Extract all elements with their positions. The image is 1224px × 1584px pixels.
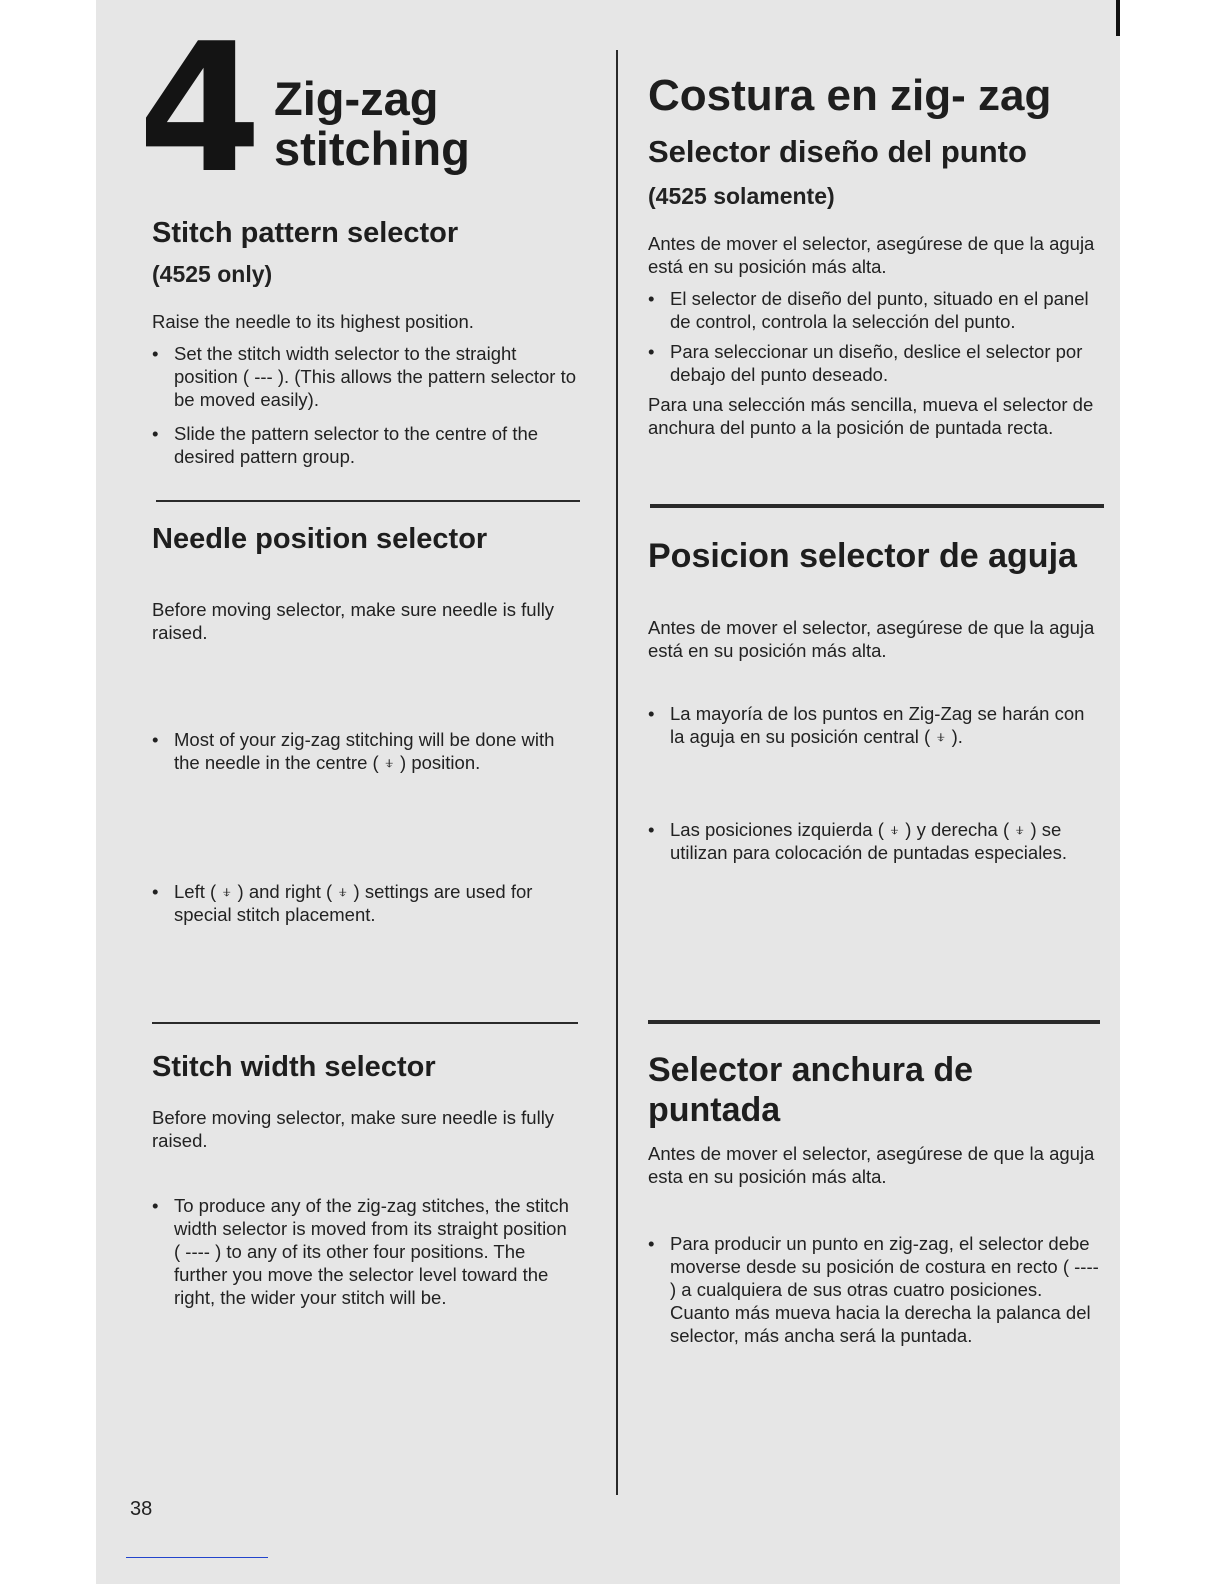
intro-text: Antes de mover el selector, asegúrese de que la aguja está en su posición más alta.: [648, 233, 1095, 277]
section-rule: [648, 1020, 1100, 1024]
bullet-item: • Most of your zig-zag stitching will be done with the needle in the centre ( ⍖ ) position.: [152, 728, 578, 774]
page-number: 38: [130, 1498, 153, 1520]
bullet-item: • Las posiciones izquierda ( ⍖ ) y derecha ( ⍖ ) se utilizan para colocación de puntadas especiales.: [648, 818, 1100, 864]
bullet-item: • Set the stitch width selector to the straight position ( --- ). (This allows the pattern selector to be moved easily).: [152, 342, 578, 411]
section-subtitle: (4525 solamente): [648, 183, 835, 209]
bullet-item: • Left ( ⍖ ) and right ( ⍖ ) settings are used for special stitch placement.: [152, 880, 578, 926]
section-stitch-width-selector: [152, 1050, 578, 1309]
bullet-item: • La mayoría de los puntos en Zig-Zag se harán con la aguja en su posición central ( ⍖ ).: [648, 702, 1100, 748]
section-title: Stitch pattern selector: [152, 217, 459, 249]
section-title: Needle position selector: [152, 523, 488, 555]
link-underline: [126, 1557, 268, 1558]
bullet-item: • Slide the pattern selector to the centre of the desired pattern group.: [152, 422, 578, 468]
section-title: Selector diseño del punto: [648, 134, 1027, 169]
section-rule: [650, 504, 1104, 508]
bullet-item: • Para producir un punto en zig-zag, el selector debe moverse desde su posición de costura en recto ( ---- ) a cualquiera de sus otras cuatro posiciones. Cuanto más mueva hacia la derecha la palanca del selector, más ancha será la puntada.: [648, 1232, 1100, 1347]
section-selector-anchura: [648, 1050, 1100, 1347]
section-needle-position-selector: [152, 522, 578, 926]
intro-text: Antes de mover el selector, asegúrese de que la aguja esta en su posición más alta.: [648, 1143, 1095, 1187]
intro-text: Before moving selector, make sure needle is fully raised.: [152, 1107, 555, 1151]
scan-edge-line: [1116, 0, 1120, 36]
section-rule: [156, 500, 580, 502]
intro-text: Before moving selector, make sure needle is fully raised.: [152, 599, 555, 643]
bullet-item: • To produce any of the zig-zag stitches, the stitch width selector is moved from its straight position ( ---- ) to any of its other four positions. The further you move the selector level toward the right, the wider your stitch will be.: [152, 1194, 578, 1309]
bullet-item: • Para seleccionar un diseño, deslice el selector por debajo del punto deseado.: [648, 340, 1100, 386]
chapter-title: [274, 74, 470, 174]
note-text: Para una selección más sencilla, mueva el selector de anchura del punto a la posición de puntada recta.: [648, 394, 1094, 438]
section-rule: [152, 1022, 578, 1024]
intro-text: Antes de mover el selector, asegúrese de que la aguja está en su posición más alta.: [648, 617, 1095, 661]
chapter-title-line1: Zig-zag: [274, 72, 439, 125]
section-posicion-selector-aguja: [648, 536, 1100, 864]
bullet-item: • El selector de diseño del punto, situado en el panel de control, controla la selección del punto.: [648, 287, 1100, 333]
section-selector-diseno: [648, 132, 1100, 439]
section-stitch-pattern-selector: [152, 216, 578, 468]
section-subtitle: (4525 only): [152, 261, 273, 287]
intro-text: Raise the needle to its highest position.: [152, 311, 474, 332]
section-title: Posicion selector de aguja: [648, 537, 1077, 575]
chapter-number: 4: [138, 5, 258, 212]
spanish-chapter-title: Costura en zig- zag: [648, 71, 1052, 120]
column-divider: [616, 50, 618, 1495]
section-title: Selector anchura de puntada: [648, 1051, 974, 1129]
section-title: Stitch width selector: [152, 1051, 436, 1083]
chapter-title-line2: stitching: [274, 122, 470, 175]
